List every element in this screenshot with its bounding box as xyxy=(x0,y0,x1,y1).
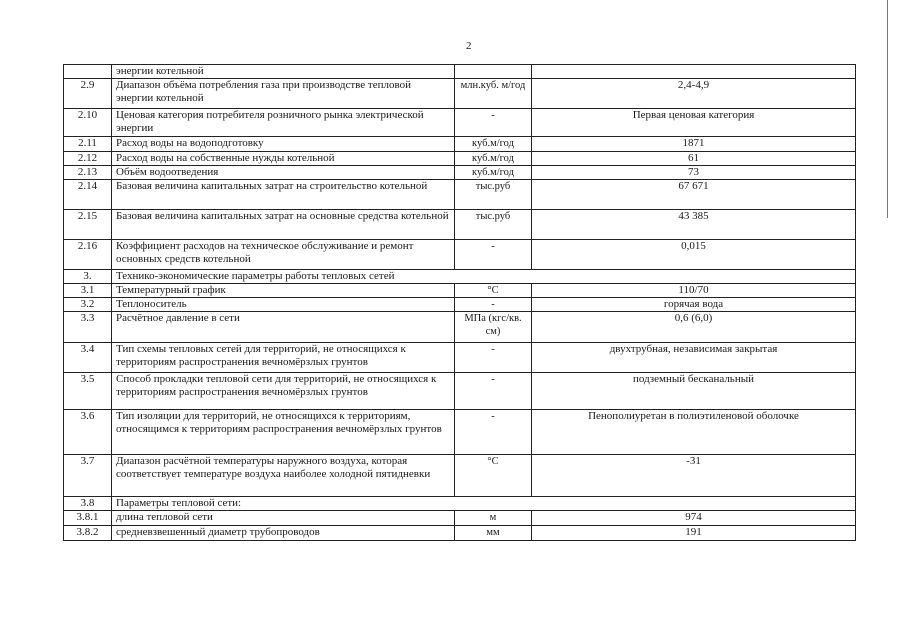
unit-cell: млн.куб. м/год xyxy=(455,79,532,109)
table-row xyxy=(64,166,856,180)
table-row xyxy=(64,65,856,79)
value-cell: горячая вода xyxy=(532,298,856,312)
unit-cell: - xyxy=(455,240,532,270)
table-row xyxy=(64,312,856,343)
parameter-name: Ценовая категория потребителя розничного рынка электрической энергии xyxy=(112,109,455,137)
row-number: 3.6 xyxy=(64,410,112,455)
table-row xyxy=(64,152,856,166)
parameter-name: длина тепловой сети xyxy=(112,511,455,526)
unit-cell: мм xyxy=(455,526,532,541)
table-row xyxy=(64,526,856,541)
value-cell: 73 xyxy=(532,166,856,180)
parameter-name: Температурный график xyxy=(112,284,455,298)
table-row xyxy=(64,270,856,284)
value-cell: подземный бесканальный xyxy=(532,373,856,410)
parameter-name: средневзвешенный диаметр трубопроводов xyxy=(112,526,455,541)
value-cell: 1871 xyxy=(532,137,856,152)
parameters-table xyxy=(63,64,856,541)
parameter-name: Объём водоотведения xyxy=(112,166,455,180)
row-number: 3.8.1 xyxy=(64,511,112,526)
row-number xyxy=(64,65,112,79)
value-cell: 2,4-4,9 xyxy=(532,79,856,109)
value-cell: двухтрубная, независимая закрытая xyxy=(532,343,856,373)
table-row xyxy=(64,79,856,109)
table-row xyxy=(64,180,856,210)
row-number: 2.13 xyxy=(64,166,112,180)
value-cell: 61 xyxy=(532,152,856,166)
row-number: 3.3 xyxy=(64,312,112,343)
value-cell: 110/70 xyxy=(532,284,856,298)
row-number: 2.11 xyxy=(64,137,112,152)
unit-cell: куб.м/год xyxy=(455,166,532,180)
parameter-name: Базовая величина капитальных затрат на строительство котельной xyxy=(112,180,455,210)
parameter-name: Тип изоляции для территорий, не относящихся к территориям, относящимся к территориям распространения вечномёрзлых грунтов xyxy=(112,410,455,455)
unit-cell: °С xyxy=(455,284,532,298)
value-cell: 191 xyxy=(532,526,856,541)
margin-rule xyxy=(887,0,888,218)
parameter-name: Тип схемы тепловых сетей для территорий, не относящихся к территориям распространения вечномёрзлых грунтов xyxy=(112,343,455,373)
unit-cell: куб.м/год xyxy=(455,137,532,152)
row-number: 2.10 xyxy=(64,109,112,137)
unit-cell: - xyxy=(455,410,532,455)
table-row xyxy=(64,497,856,511)
unit-cell: м xyxy=(455,511,532,526)
unit-cell: - xyxy=(455,373,532,410)
table-row xyxy=(64,284,856,298)
row-number: 3.1 xyxy=(64,284,112,298)
table-row xyxy=(64,455,856,497)
value-cell: 0,015 xyxy=(532,240,856,270)
section-title: Технико-экономические параметры работы тепловых сетей xyxy=(112,270,856,284)
table-row xyxy=(64,373,856,410)
row-number: 3.7 xyxy=(64,455,112,497)
row-number: 3.8 xyxy=(64,497,112,511)
parameter-name: Расход воды на водоподготовку xyxy=(112,137,455,152)
row-number: 2.15 xyxy=(64,210,112,240)
table-row xyxy=(64,240,856,270)
parameter-name: Диапазон объёма потребления газа при производстве тепловой энергии котельной xyxy=(112,79,455,109)
table-row xyxy=(64,109,856,137)
unit-cell: куб.м/год xyxy=(455,152,532,166)
unit-cell xyxy=(455,65,532,79)
parameter-name: Диапазон расчётной температуры наружного воздуха, которая соответствует температуре воздуха наиболее холодной пятидневки xyxy=(112,455,455,497)
table-row xyxy=(64,210,856,240)
value-cell: -31 xyxy=(532,455,856,497)
unit-cell: - xyxy=(455,109,532,137)
unit-cell: тыс.руб xyxy=(455,180,532,210)
parameter-name: Расход воды на собственные нужды котельной xyxy=(112,152,455,166)
section-title: Параметры тепловой сети: xyxy=(112,497,856,511)
value-cell: 0,6 (6,0) xyxy=(532,312,856,343)
row-number: 2.9 xyxy=(64,79,112,109)
row-number: 2.14 xyxy=(64,180,112,210)
unit-cell: МПа (кгс/кв. см) xyxy=(455,312,532,343)
table-row xyxy=(64,137,856,152)
parameter-name: Способ прокладки тепловой сети для территорий, не относящихся к территориям распространения вечномёрзлых грунтов xyxy=(112,373,455,410)
row-number: 3.8.2 xyxy=(64,526,112,541)
unit-cell: тыс.руб xyxy=(455,210,532,240)
parameter-name: Расчётное давление в сети xyxy=(112,312,455,343)
value-cell: 67 671 xyxy=(532,180,856,210)
row-number: 3.5 xyxy=(64,373,112,410)
table-row xyxy=(64,410,856,455)
row-number: 2.12 xyxy=(64,152,112,166)
page-number: 2 xyxy=(466,40,472,52)
unit-cell: °С xyxy=(455,455,532,497)
value-cell xyxy=(532,65,856,79)
unit-cell: - xyxy=(455,298,532,312)
row-number: 3.4 xyxy=(64,343,112,373)
parameter-name: энергии котельной xyxy=(112,65,455,79)
parameter-name: Теплоноситель xyxy=(112,298,455,312)
value-cell: 43 385 xyxy=(532,210,856,240)
table-row xyxy=(64,343,856,373)
value-cell: 974 xyxy=(532,511,856,526)
value-cell: Пенополиуретан в полиэтиленовой оболочке xyxy=(532,410,856,455)
table-row xyxy=(64,511,856,526)
row-number: 2.16 xyxy=(64,240,112,270)
table-row xyxy=(64,298,856,312)
value-cell: Первая ценовая категория xyxy=(532,109,856,137)
parameter-name: Коэффициент расходов на техническое обслуживание и ремонт основных средств котельной xyxy=(112,240,455,270)
row-number: 3. xyxy=(64,270,112,284)
row-number: 3.2 xyxy=(64,298,112,312)
unit-cell: - xyxy=(455,343,532,373)
parameter-name: Базовая величина капитальных затрат на основные средства котельной xyxy=(112,210,455,240)
